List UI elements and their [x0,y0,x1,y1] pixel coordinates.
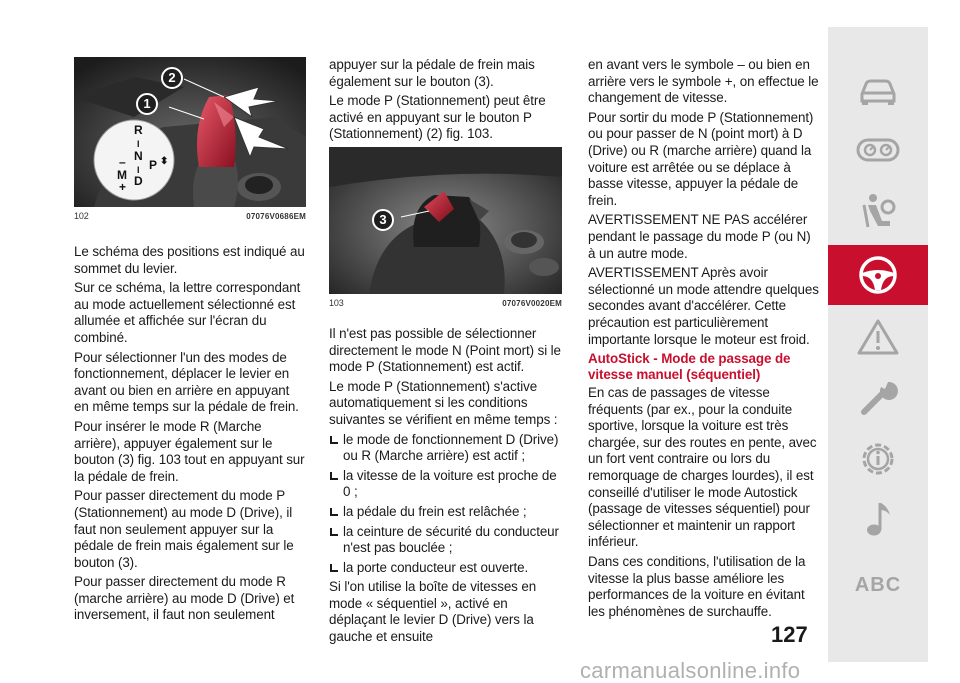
sidebar-item-emergency[interactable] [828,309,928,365]
column-3 [588,57,820,623]
abc-index-icon: ABC [854,573,902,596]
sidebar-item-safety[interactable] [828,183,928,239]
gate-letter-minus: – [119,155,126,169]
gate-letter-n: N [134,149,143,163]
paragraph: Pour sortir du mode P (Stationnement) ou pour passer de N (point mort) à D (Drive) ou R (marche arrière) quand la voiture est arrêtée ou se déplace à basse vitesse, appuyer la pédale de frein. [588,109,814,208]
car-icon [858,76,898,106]
steering-wheel-icon [857,254,899,296]
wrench-icon [858,378,898,418]
figure-code: 07076V0686EM [246,212,306,221]
music-note-icon [862,499,894,539]
gate-letter-d: D [134,174,143,188]
figure-102 [74,57,306,207]
gate-letter-p: P [149,158,157,172]
list-item: la pédale du frein est relâchée ; [329,504,562,521]
list-item: la porte conducteur est ouverte. [329,560,562,577]
list-item: la vitesse de la voiture est proche de 0 ; [329,468,562,501]
figure-code: 07076V0020EM [502,298,562,308]
paragraph: Le schéma des positions est indiqué au sommet du levier. [74,244,305,276]
gate-letter-m: M [117,168,127,182]
gear-gate-diagram: R I N I D P ⬍ – M + [117,123,169,194]
list-item: le mode de fonctionnement D (Drive) ou R (Marche arrière) est actif ; [329,432,562,465]
paragraph: Si l'on utilise la boîte de vitesses en mode « séquentiel », activé en déplaçant le levier D (Drive) vers la gauche et ensuite [329,579,537,645]
gate-letter-r: R [134,123,143,137]
callout-2: 2 [161,67,183,89]
paragraph: Dans ces conditions, l'utilisation de la vitesse la plus basse améliore les performances de la voiture en évitant les phénomènes de surchauffe. [588,554,806,619]
chapter-sidebar [828,27,928,662]
warning-triangle-icon [857,318,899,356]
warning-paragraph: AVERTISSEMENT Après avoir sélectionné un mode attendre quelques secondes avant d'accélérer. Cette précaution est particulièrement importante lorsque le moteur est froid. [588,265,819,347]
sidebar-item-technical-data[interactable] [828,431,928,487]
gear-lever-button-illustration [329,147,562,294]
paragraph: Il n'est pas possible de sélectionner directement le mode N (Point mort) si le mode P (Stationnement) est actif. [329,325,561,375]
figure-103-caption [329,298,562,309]
column-1 [74,57,306,627]
gate-letter-plus: + [119,180,126,194]
paragraph: en avant vers le symbole – ou bien en arrière vers le symbole +, on effectue le changement de vitesse. [588,57,819,106]
warning-paragraph: AVERTISSEMENT NE PAS accélérer pendant le passage du mode P (ou N) à un autre mode. [588,212,811,261]
column-2 [329,57,562,649]
paragraph: Pour passer directement du mode P (Stationnement) au mode D (Drive), il faut non seulement appuyer sur la pédale de frein mais également sur le bouton (3). [74,488,294,570]
figure-102-caption [74,211,306,222]
dashboard-icon [856,137,900,163]
callout-1: 1 [136,93,158,115]
paragraph: appuyer sur la pédale de frein mais également sur le bouton (3). [329,57,535,89]
callout-3: 3 [372,209,394,231]
page-number: 127 [771,622,808,647]
paragraph: Le mode P (Stationnement) s'active automatiquement si les conditions suivantes se vérifient en même temps : [329,378,558,427]
section-title: AutoStick - Mode de passage de vitesse manuel (séquentiel) [588,351,791,383]
figure-number: 102 [74,211,89,221]
sidebar-item-starting-driving[interactable] [828,245,928,305]
list-item: la ceinture de sécurité du conducteur n'est pas bouclée ; [329,524,562,557]
sidebar-item-dashboard[interactable] [828,122,928,178]
technical-data-icon [857,438,899,480]
updown-arrow-icon: ⬍ [160,156,169,167]
sidebar-item-maintenance[interactable] [828,370,928,426]
figure-103 [329,147,562,294]
sidebar-item-multimedia[interactable] [828,491,928,547]
paragraph: Pour passer directement du mode R (marche arrière) au mode D (Drive) et inversement, il faut non seulement [74,574,295,623]
paragraph: Pour insérer le mode R (Marche arrière), appuyer également sur le bouton (3) fig. 103 tout en appuyant sur la pédale de frein. [74,418,305,484]
safety-airbag-icon [858,191,898,231]
paragraph: En cas de passages de vitesse fréquents (par ex., pour la conduite sportive, lorsque la voiture est très chargée, sur des routes en pente, avec un fort vent contraire ou lors du remorquage de charges lourdes), il est conseillé d'utiliser le mode Autostick (passage de vitesses séquentiel) pour sélectionner et maintenir un rapport inférieur. [588,385,817,550]
watermark: carmanualsonline.info [580,658,801,683]
paragraph: Pour sélectionner l'un des modes de fonctionnement, déplacer le levier en avant ou bien en arrière en appuyant en même temps sur la pédale de frein. [74,349,299,415]
sidebar-item-car[interactable] [828,63,928,119]
paragraph: Sur ce schéma, la lettre correspondant au mode actuellement sélectionné est allumée et affichée sur l'écran du combiné. [74,280,301,345]
sidebar-item-index[interactable] [828,557,928,613]
paragraph: Le mode P (Stationnement) peut être activé en appuyant sur le bouton P (Stationnement) (2) fig. 103. [329,93,546,142]
figure-number: 103 [329,297,344,308]
